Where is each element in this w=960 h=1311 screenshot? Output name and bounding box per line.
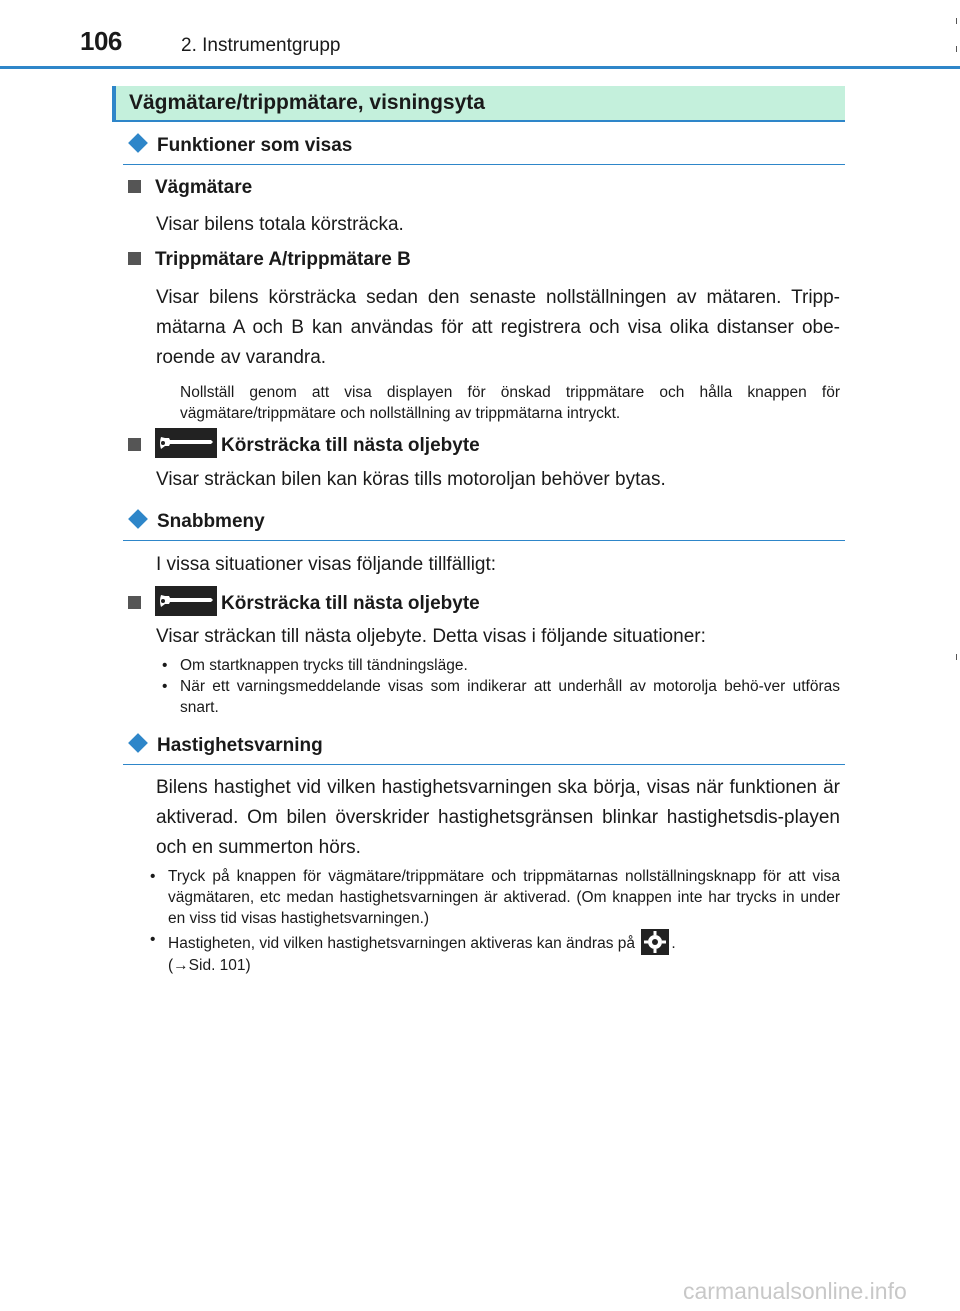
subheading-quick-menu (127, 511, 265, 533)
quick-oil-text: Visar sträckan till nästa oljebyte. Detta visas i följande situationer: (156, 626, 706, 647)
header-rule (0, 66, 960, 69)
diamond-icon (128, 133, 148, 153)
subheading-text: Snabbmeny (157, 511, 265, 532)
square-bullet-icon (128, 596, 141, 609)
subheading-text: Hastighetsvarning (157, 735, 323, 756)
diamond-icon (128, 509, 148, 529)
item-heading-text: Vägmätare (155, 177, 253, 198)
list-item-text: När ett varningsmeddelande visas som indikerar att underhåll av motorolja behö-ver utföras snart. (180, 678, 840, 716)
trip-text: Visar bilens körsträcka sedan den senaste nollställningen av mätaren. Tripp-mätarna A och B kan användas för att registrera och visa olika distanser obe-roende av varandra. (156, 287, 840, 368)
quick-menu-intro: I vissa situationer visas följande tillfälligt: (156, 554, 497, 575)
item-heading-text: Trippmätare A/trippmätare B (155, 249, 411, 270)
item-heading-text: Körsträcka till nästa oljebyte (221, 593, 480, 614)
crop-mark (956, 654, 957, 660)
page-number: 106 (80, 26, 122, 56)
wrench-icon (155, 586, 217, 616)
list-item-text: Om startknappen trycks till tändningsläge. (180, 657, 468, 674)
section-title: Vägmätare/trippmätare, visningsyta (129, 91, 485, 114)
list-item: • Om startknappen trycks till tändningsläge. (162, 657, 468, 674)
quick-oil-bullets (156, 655, 840, 718)
subheading-speed-warning (127, 735, 323, 757)
list-item: • Tryck på knappen för vägmätare/trippmätare och trippmätarnas nollställningsknapp för att visa vägmätaren, etc medan hastighetsvarningen är aktiverad. (Om knappen inte har trycks in under en viss tid visas hastighetsvarningen.) (150, 868, 840, 927)
subheading-rule (123, 764, 845, 765)
item-heading-text: Körsträcka till nästa oljebyte (221, 435, 480, 456)
list-item: • Hastigheten, vid vilken hastighetsvarningen aktiveras kan ändras på . (→Sid. 101) (150, 931, 676, 974)
list-item-text: . (671, 935, 676, 952)
trip-note: Nollställ genom att visa displayen för önskad trippmätare och hålla knappen för vägmätare/trippmätare och nollställning av trippmätarna intryckt. (180, 384, 840, 422)
page-reference-link[interactable]: (→Sid. 101) (168, 957, 251, 974)
square-bullet-icon (128, 438, 141, 451)
oil-text: Visar sträckan bilen kan köras tills motoroljan behöver bytas. (156, 469, 666, 490)
speed-warning-bullets (144, 866, 840, 976)
list-item-text: Tryck på knappen för vägmätare/trippmätare och trippmätarnas nollställningsknapp för att visa vägmätaren, etc medan hastighetsvarningen är aktiverad. (Om knappen inte har trycks in under en viss tid visas hastighetsvarningen.) (168, 868, 840, 927)
item-heading-trip (128, 249, 411, 271)
square-bullet-icon (128, 252, 141, 265)
item-heading-odometer (128, 177, 252, 199)
subheading-functions (127, 135, 352, 157)
list-item: • När ett varningsmeddelande visas som indikerar att underhåll av motorolja behö-ver utföras snart. (162, 678, 840, 716)
item-heading-quick-oil (128, 586, 480, 616)
chapter-title: 2. Instrumentgrupp (181, 35, 341, 56)
wrench-icon (155, 428, 217, 458)
diamond-icon (128, 733, 148, 753)
subheading-rule (123, 540, 845, 541)
item-heading-oil (128, 428, 480, 458)
square-bullet-icon (128, 180, 141, 193)
crop-mark (956, 46, 957, 52)
watermark: carmanualsonline.info (683, 1278, 907, 1304)
subheading-rule (123, 164, 845, 165)
subheading-text: Funktioner som visas (157, 135, 353, 156)
list-item-text: Hastigheten, vid vilken hastighetsvarningen aktiveras kan ändras på (168, 935, 635, 952)
crop-mark (956, 18, 957, 24)
settings-gear-icon (641, 929, 669, 955)
speed-warning-text: Bilens hastighet vid vilken hastighetsvarningen ska börja, visas när funktionen är aktiverad. Om bilen överskrider hastighetsgränsen blinkar hastighetsdis-playen och en summerton hörs. (156, 777, 840, 858)
odometer-text: Visar bilens totala körsträcka. (156, 214, 404, 235)
